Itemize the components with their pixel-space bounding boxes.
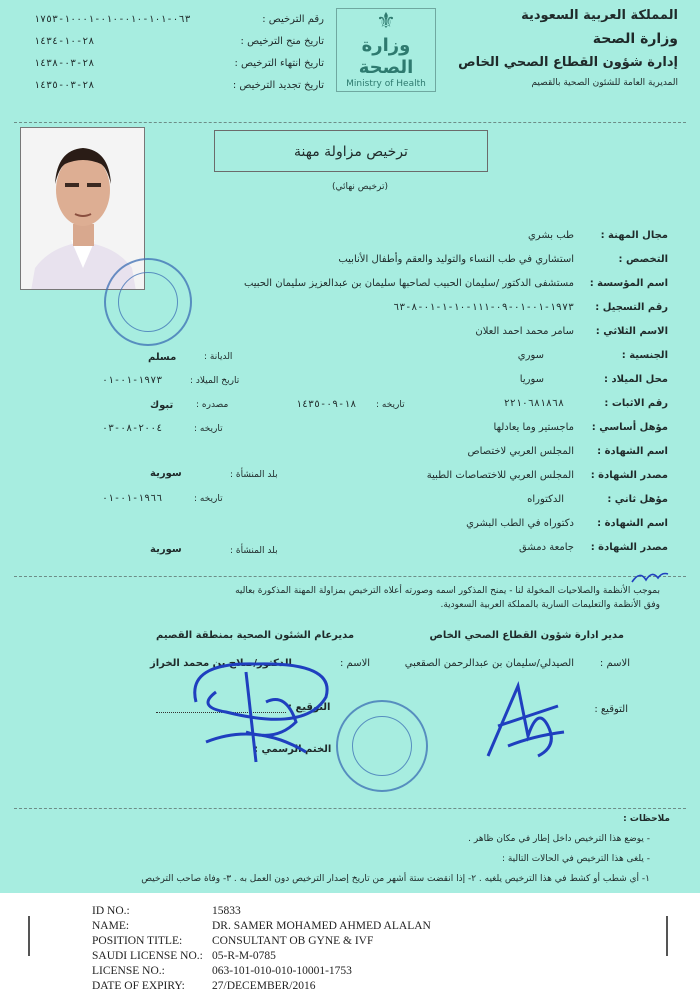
palm-swords-icon: ⚜: [376, 9, 396, 34]
footer-saudi-license-label: SAUDI LICENSE NO.:: [92, 950, 203, 962]
religion-label: الديانة :: [204, 352, 233, 362]
birth-date-value: ١٩٧٣-٠١-٠١: [102, 375, 163, 386]
left-edge-mark: [28, 916, 30, 956]
fields-divider: [14, 576, 686, 577]
expiry-date-label: تاريخ انتهاء الترخيص :: [234, 58, 324, 69]
field-profession: مجال المهنة : طب بشري: [527, 230, 668, 241]
country2-label: بلد المنشأة :: [230, 546, 278, 556]
footer-expiry-value: 27/DECEMBER/2016: [212, 980, 316, 992]
right-signature-scribble: [478, 676, 570, 768]
field-certificate-name: اسم الشهادة : المجلس العربي لاختصاص: [467, 446, 668, 457]
notes-divider: [14, 808, 686, 809]
certificate-date-value: ٢٠٠٤-٠٨-٠٣: [102, 423, 163, 434]
footer-id-label: ID NO.:: [92, 905, 130, 917]
note-frame: - يوضع هذا الترخيص داخل إطار في مكان ظاهر .: [468, 834, 650, 844]
notes-heading: ملاحظات :: [623, 814, 670, 824]
renewal-date-label: تاريخ تجديد الترخيص :: [232, 80, 324, 91]
id-source-label: مصدره :: [196, 400, 229, 410]
license-number-label: رقم الترخيص :: [262, 14, 324, 25]
header-authority: [448, 8, 678, 88]
document-title: ترخيص مزاولة مهنة: [214, 130, 488, 172]
right-signer-name: الصيدلي/سليمان بن عبدالرحمن الصقعبي: [404, 658, 574, 669]
religion-value: مسلم: [148, 352, 177, 363]
field-specialty: التخصص : استشاري في طب النساء والتوليد والعقم وأطفال الأنابيب: [338, 254, 668, 265]
ministry-logo: [336, 8, 436, 92]
certificate2-date-value: ١٩٦٦-٠١-٠١: [102, 493, 163, 504]
footer-license-value: 063-101-010-010-10001-1753: [212, 965, 352, 977]
logo-english-text: Ministry of Health: [346, 79, 426, 89]
footer-id-value: 15833: [212, 905, 241, 917]
field-full-name: الاسم الثلاثي : سامر محمد احمد العلان: [475, 326, 668, 337]
field-second-qualification: مؤهل ثاني : الدكتوراه: [527, 494, 668, 505]
country-value: سورية: [150, 468, 182, 479]
field-id-number: رقم الاثبات : ٢٢١٠٦٨١٨٦٨: [503, 398, 668, 409]
ministry-name: وزارة الصحة: [592, 31, 678, 47]
field-certificate-source: مصدر الشهادة : المجلس العربي للاختصاصات الطبية: [426, 470, 668, 481]
field-certificate2-name: اسم الشهادة : دكتوراه في الطب البشري: [466, 518, 668, 529]
note-cancel-cases: - يلغى هذا الترخيص في الحالات التالية :: [501, 854, 650, 864]
header-divider: [14, 122, 686, 123]
english-summary: [0, 895, 700, 992]
official-seal: [336, 700, 428, 792]
footer-license-label: LICENSE NO.:: [92, 965, 165, 977]
id-source-value: تبوك: [150, 400, 174, 411]
footer-position-label: POSITION TITLE:: [92, 935, 183, 947]
notes-section: [30, 814, 670, 893]
certificate2-date-label: تاريخه :: [194, 494, 223, 504]
logo-arabic-text: وزارة الصحة: [358, 35, 414, 78]
note-cancel-reasons: ١- أي شطب أو كشط في هذا الترخيص يلغيه . ٢- إذا انقضت ستة أشهر من تاريخ إصدار الترخيص دون العمل به . ٣- وفاة صاحب الترخيص: [141, 874, 650, 884]
authority-statement: بموجب الأنظمة والصلاحيات المخولة لنا - يمنح المذكور اسمه وصورته أعلاه الترخيص بمزاولة المهنة المذكورة بعاليه وفق الأنظمة والتعليمات السارية بالمملكة العربية السعودية.: [235, 586, 660, 610]
field-birthplace: محل الميلاد : سوريا: [519, 374, 668, 385]
field-registration: رقم التسجيل : ١٩٧٣-٠١-٠١-٠٩-١١١-١٠-١-٠١-٨-٦٣: [393, 302, 668, 313]
renewal-date: ٢٨-٠٣-١٤٣٥: [34, 80, 95, 91]
license-number: ٠٦٣-١٠١-٠١٠-٠١٠-١٠٠٠١-١٧٥٣: [34, 14, 191, 25]
country-label: بلد المنشأة :: [230, 470, 278, 480]
directorate-name: المديرية العامة للشئون الصحية بالقصيم: [531, 78, 678, 88]
license-fields: [68, 230, 668, 566]
left-signer-title: مديرعام الشئون الصحية بمنطقة القصيم: [156, 630, 355, 641]
right-edge-mark: [666, 916, 668, 956]
field-nationality: الجنسية : سوري: [517, 350, 668, 361]
issue-date-label: تاريخ منح الترخيص :: [240, 36, 324, 47]
left-signature-scribble: [186, 652, 346, 772]
id-date-value: ١٨-٠٩-١٤٣٥: [296, 399, 357, 410]
footer-expiry-label: DATE OF EXPIRY:: [92, 980, 185, 992]
id-date-label: تاريخه :: [376, 400, 405, 410]
birth-date-label: تاريخ الميلاد :: [190, 376, 240, 386]
right-signature-label: التوقيع :: [594, 704, 628, 715]
issue-date: ٢٨-١٠-١٤٣٤: [34, 36, 95, 47]
license-dates: [34, 14, 324, 102]
right-signer-title: مدير ادارة شؤون القطاع الصحي الخاص: [429, 630, 624, 641]
seal-label: الختم الرسمي :: [254, 744, 332, 755]
footer-saudi-license-value: 05-R-M-0785: [212, 950, 276, 962]
field-certificate2-source: مصدر الشهادة : جامعة دمشق: [518, 542, 668, 553]
left-signature-label: التوقيع :: [288, 702, 331, 713]
footer-name-value: DR. SAMER MOHAMED AHMED ALALAN: [212, 920, 431, 932]
certificate-date-label: تاريخه :: [194, 424, 223, 434]
right-name-label: الاسم :: [599, 658, 630, 669]
footer-position-value: CONSULTANT OB GYNE & IVF: [212, 935, 374, 947]
field-institution: اسم المؤسسة : مستشفى الدكتور /سليمان الحبيب لصاحبها سليمان بن عبدالعزيز سليمان الحبيب: [243, 278, 668, 289]
kingdom-name: المملكة العربية السعودية: [521, 8, 678, 23]
department-name: إدارة شؤون القطاع الصحي الخاص: [458, 55, 678, 70]
field-basic-qualification: مؤهل أساسي : ماجستير وما يعادلها: [493, 422, 668, 433]
final-license-note: (ترخيص نهائي): [331, 182, 389, 192]
country2-value: سورية: [150, 544, 182, 555]
left-signer-name: الدكتور/صلاح بن محمد الخراز: [150, 658, 292, 669]
footer-name-label: NAME:: [92, 920, 130, 932]
expiry-date: ٢٨-٠٣-١٤٣٨: [34, 58, 95, 69]
left-name-label: الاسم :: [340, 658, 371, 669]
